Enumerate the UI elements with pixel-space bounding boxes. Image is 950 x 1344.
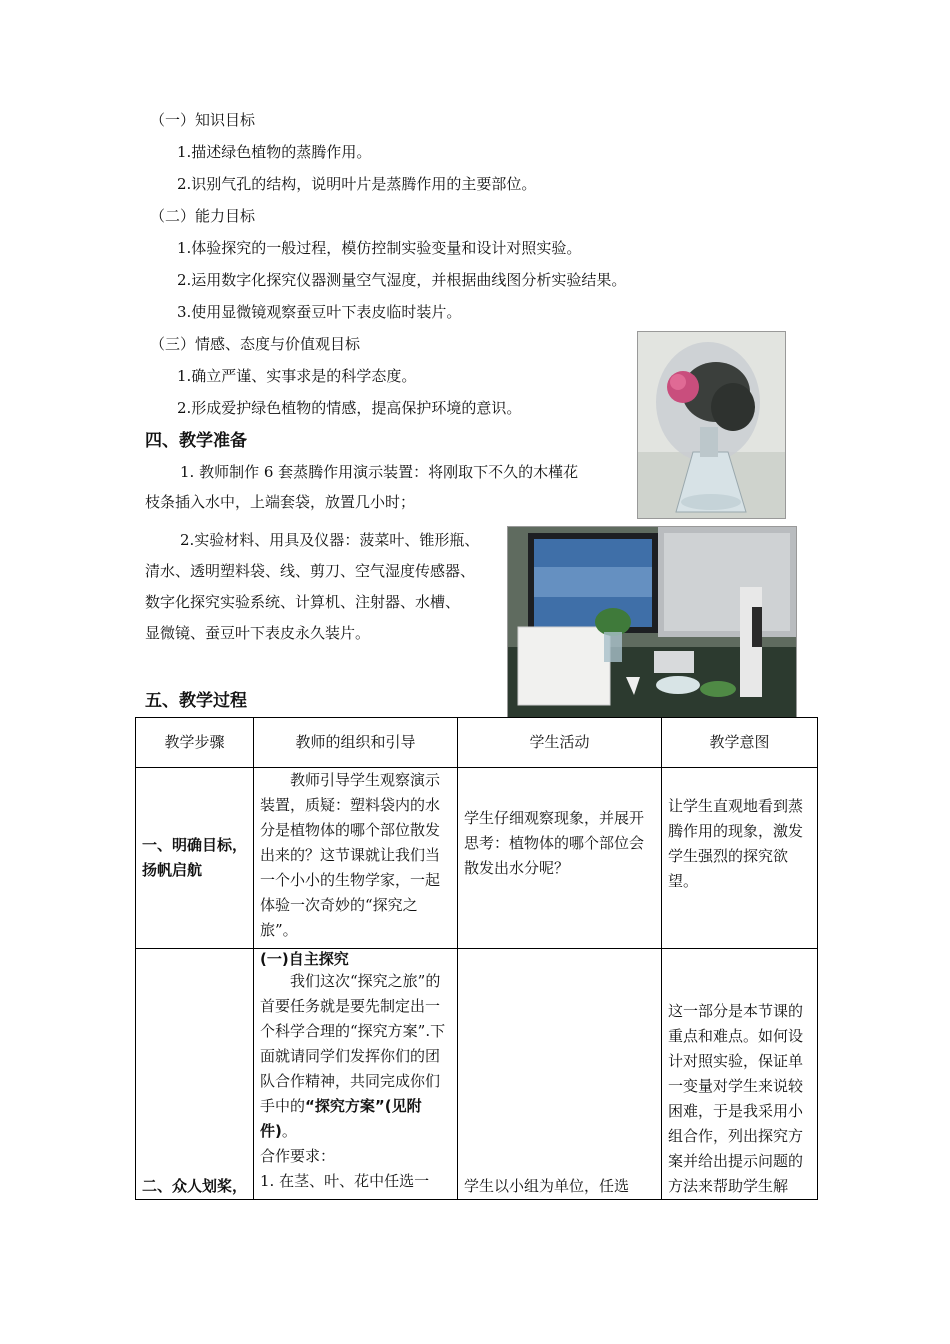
- preparation-item-2-line-4: 显微镜、蚕豆叶下表皮永久装片。: [145, 624, 371, 642]
- ability-item-3: 3.使用显微镜观察蚕豆叶下表皮临时装片。: [177, 303, 462, 321]
- table-row: [136, 949, 818, 1200]
- emotion-item-1: 1.确立严谨、实事求是的科学态度。: [177, 367, 417, 385]
- teacher-cell: [254, 949, 458, 1200]
- intent-cell: [662, 768, 818, 949]
- step-cell: [136, 949, 254, 1200]
- student-cell: [458, 768, 662, 949]
- lab-equipment-photo: [507, 526, 797, 718]
- knowledge-item-1: 1.描述绿色植物的蒸腾作用。: [177, 143, 372, 161]
- preparation-item-2-line-1: 2.实验材料、用具及仪器：菠菜叶、锥形瓶、: [180, 531, 480, 549]
- cooperation-requirements: 合作要求：: [260, 1147, 336, 1165]
- knowledge-item-2: 2.识别气孔的结构，说明叶片是蒸腾作用的主要部位。: [177, 175, 537, 193]
- step-label-line-2: 扬帆启航: [142, 861, 203, 879]
- step-cell: [136, 768, 254, 949]
- preparation-item-1-line-1: 1. 教师制作 6 套蒸腾作用演示装置：将刚取下不久的木槿花: [180, 463, 579, 481]
- requirement-item-1: 1. 在茎、叶、花中任选一: [260, 1172, 430, 1190]
- teacher-cell: [254, 768, 458, 949]
- preparation-item-2-line-3: 数字化探究实验系统、计算机、注射器、水槽、: [145, 593, 461, 611]
- intent-text: 这一部分是本节课的重点和难点。如何设计对照实验，保证单一变量对学生来说较困难，于是我采用小组合作，列出探究方案并给出提示问题的方法来帮助学生解: [668, 1002, 804, 1195]
- column-header-student: 学生活动: [458, 718, 662, 768]
- table-row: [136, 768, 818, 949]
- table-header-row: [136, 718, 818, 768]
- student-text: 学生以小组为单位，任选: [464, 1177, 630, 1195]
- knowledge-heading: （一）知识目标: [150, 111, 256, 129]
- ability-heading: （二）能力目标: [150, 207, 256, 225]
- student-text: 学生仔细观察现象，并展开思考：植物体的哪个部位会散发出水分呢？: [464, 809, 645, 877]
- ability-item-2: 2.运用数字化探究仪器测量空气湿度，并根据曲线图分析实验结果。: [177, 271, 627, 289]
- column-header-step: 教学步骤: [136, 718, 254, 768]
- teacher-paragraph: 我们这次“探究之旅”的首要任务就是要先制定出一个科学合理的“探究方案”.下面就请同学们发挥你们的团队合作精神，共同完成你们手中的: [260, 972, 446, 1115]
- teacher-subheading: (一)自主探究: [260, 950, 349, 968]
- process-heading: 五、教学过程: [145, 691, 247, 711]
- intent-text: 让学生直观地看到蒸腾作用的现象，激发学生强烈的探究欲望。: [668, 797, 804, 890]
- emotion-heading: （三）情感、态度与价值观目标: [150, 335, 361, 353]
- preparation-item-1-line-2: 枝条插入水中，上端套袋，放置几小时；: [145, 493, 416, 511]
- column-header-teacher: 教师的组织和引导: [254, 718, 458, 768]
- teacher-text: 教师引导学生观察演示装置，质疑：塑料袋内的水分是植物体的哪个部位散发出来的？这节课就让我们当一个小小的生物学家，一起体验一次奇妙的“探究之旅”。: [260, 771, 441, 939]
- emotion-item-2: 2.形成爱护绿色植物的情感，提高保护环境的意识。: [177, 399, 522, 417]
- teaching-process-table: [135, 717, 818, 1200]
- column-header-intent: 教学意图: [662, 718, 818, 768]
- transpiration-demo-photo: [637, 331, 786, 519]
- intent-cell: [662, 949, 818, 1200]
- step-label-line-1: 一、明确目标，: [142, 836, 248, 854]
- plan-reference: “探究方案”(见附件): [260, 1097, 422, 1140]
- preparation-heading: 四、教学准备: [145, 431, 247, 451]
- teacher-paragraph-end: 。: [281, 1122, 297, 1140]
- student-cell: [458, 949, 662, 1200]
- preparation-item-2-line-2: 清水、透明塑料袋、线、剪刀、空气湿度传感器、: [145, 562, 476, 580]
- ability-item-1: 1.体验探究的一般过程，模仿控制实验变量和设计对照实验。: [177, 239, 582, 257]
- step-label: 二、众人划桨，: [142, 1177, 248, 1195]
